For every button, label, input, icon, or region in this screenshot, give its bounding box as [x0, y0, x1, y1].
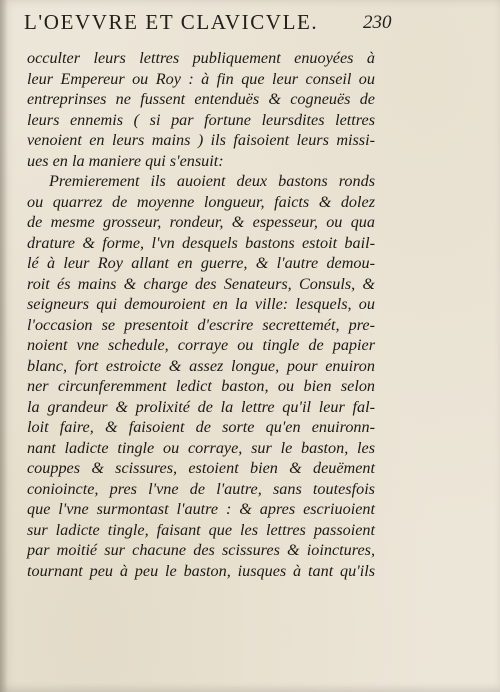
text-line: loit faire, & faisoient de sorte qu'en enuironn-: [27, 418, 375, 436]
text-line: nant ladicte tingle ou corraye, sur le baston, les: [27, 438, 375, 457]
text-line: leur Empereur ou Roy : à fin que leur conseil ou: [27, 69, 375, 88]
page-number: 230: [363, 12, 392, 33]
text-line: de mesme grosseur, rondeur, & espesseur, ou qua: [27, 213, 375, 231]
paragraph-first-line: Premierement ils auoient deux bastons ronds: [49, 172, 375, 190]
paragraph-end-line: ues en la maniere qui s'ensuit:: [27, 151, 224, 170]
text-line: leurs ennemis ( si par fortune leursdites lettres: [27, 110, 375, 129]
text-line: conioincte, pres l'vne de l'autre, sans toutesfois: [27, 479, 375, 498]
spine-shadow: [0, 0, 8, 692]
text-line: ou quarrez de moyenne longueur, faicts & dolez: [27, 192, 375, 211]
text-line: venoient en leurs mains ) ils faisoient leurs missi-: [27, 131, 375, 149]
text-line: ner circunferemment ledict baston, ou bien selon: [27, 377, 375, 395]
text-line: noient vne schedule, corraye ou tingle de papier: [27, 336, 375, 354]
text-line: la grandeur & prolixité de la lettre qu'il leur fal-: [27, 397, 375, 416]
text-line: l'occasion se presentoit d'escrire secrettemét, pre-: [27, 315, 375, 334]
body-text: [27, 48, 375, 581]
text-line: blanc, fort estroicte & assez longue, pour enuiron: [27, 356, 375, 375]
running-title: L'OEVVRE ET CLAVICVLE.: [24, 10, 319, 34]
text-line: occulter leurs lettres publiquement enuoyées à: [27, 49, 375, 67]
text-line: sur ladicte tingle, faisant que les lettres passoient: [27, 520, 375, 539]
text-line: par moitié sur chacune des scissures & ioinctures,: [27, 541, 375, 559]
text-line: tournant peu à peu le baston, iusques à tant qu'ils: [27, 561, 375, 580]
text-line: drature & forme, l'vn desquels bastons estoit bail-: [27, 233, 375, 252]
text-line: seigneurs qui demouroient en la ville: lesquels, ou: [27, 295, 375, 313]
text-line: entreprinses ne fussent entenduës & cogneuës de: [27, 90, 375, 108]
text-line: roit és mains & charge des Senateurs, Consuls, &: [27, 274, 375, 293]
text-line: que l'vne surmontast l'autre : & apres escriuoient: [27, 500, 375, 518]
page-header: [24, 10, 424, 38]
text-line: couppes & scissures, estoient bien & deuëment: [27, 459, 375, 477]
text-line: lé à leur Roy allant en guerre, & l'autre demou-: [27, 254, 375, 272]
